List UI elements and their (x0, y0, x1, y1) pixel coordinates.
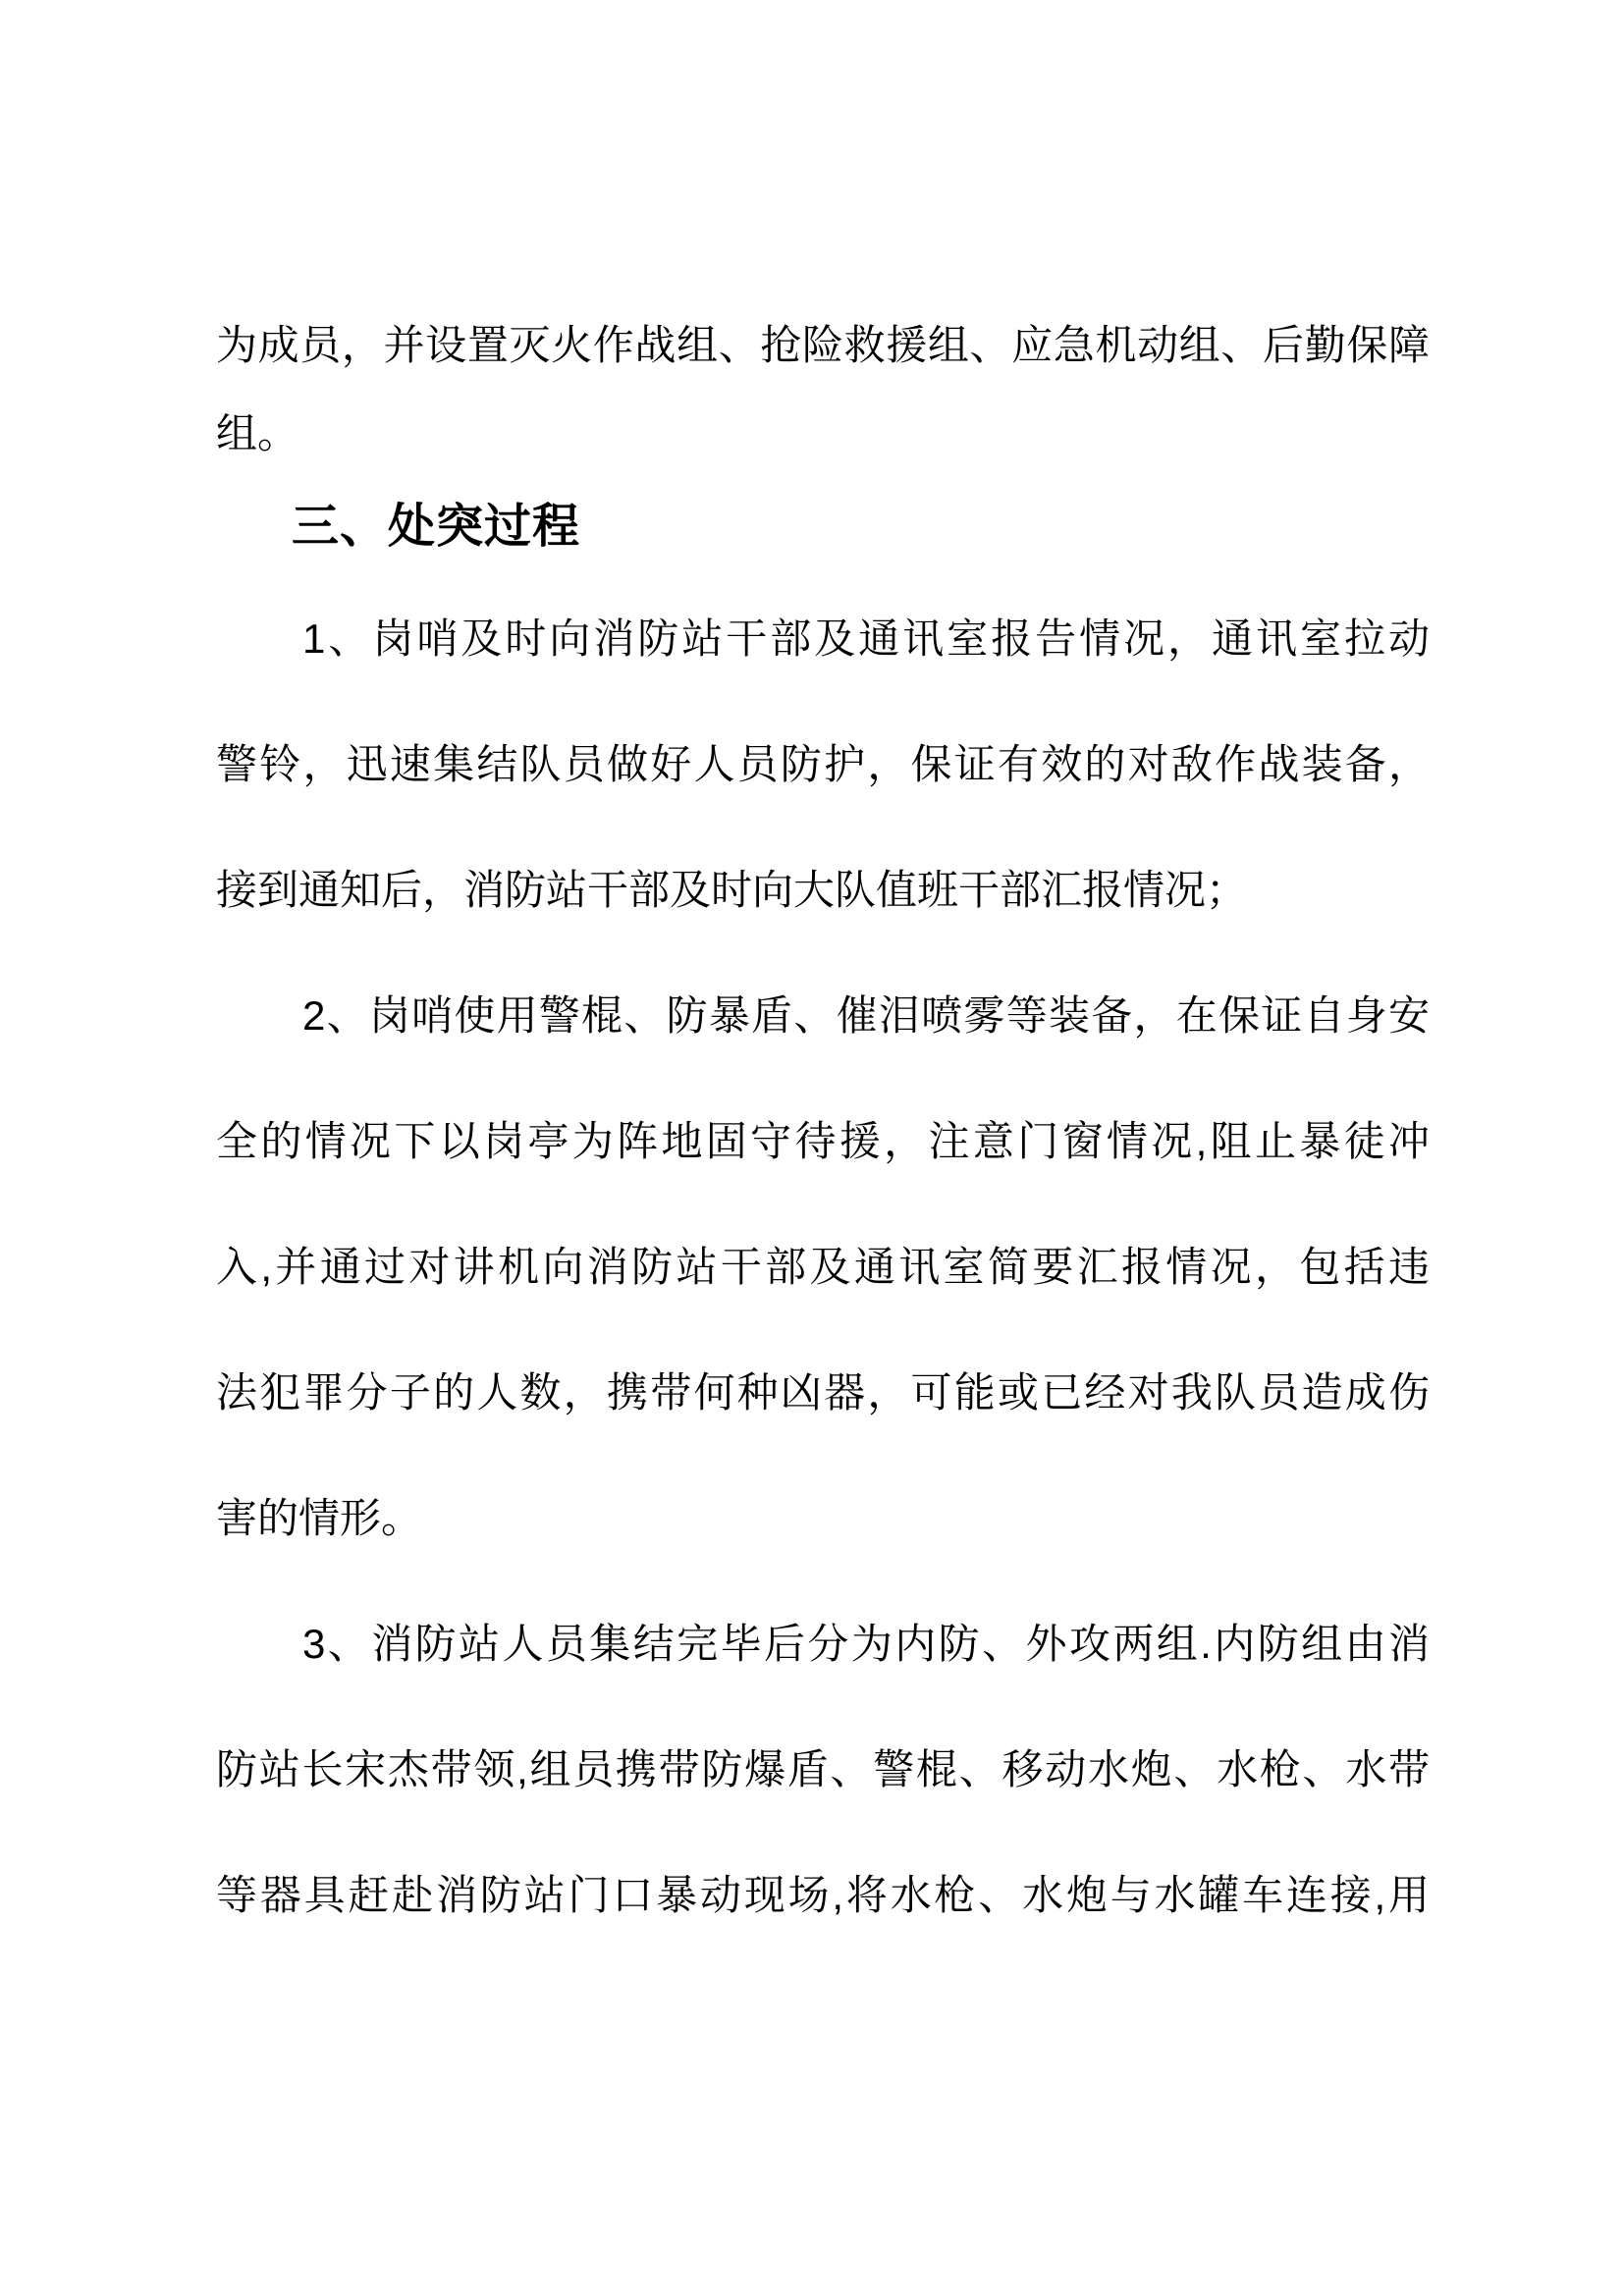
paragraph-2 (216, 953, 1430, 1581)
text-line: 2、岗哨使用警棍、防暴盾、催泪喷雾等装备，在保证自身安 (302, 992, 1430, 1039)
text-line: 接到通知后，消防站干部及时向大队值班干部汇报情况； (216, 867, 1248, 913)
text-line: 组。 (216, 410, 299, 456)
text-line: 3、消防站人员集结完毕后分为内防、外攻两组.内防组由消 (302, 1621, 1430, 1667)
text-line: 法犯罪分子的人数，携带何种凶器，可能或已经对我队员造成伤 (216, 1369, 1430, 1415)
text-line: 1、岗哨及时向消防站干部及通讯室报告情况，通讯室拉动 (302, 615, 1430, 662)
paragraph-continuation (216, 301, 1430, 478)
text-line: 警铃，迅速集结队员做好人员防护，保证有效的对敌作战装备， (216, 741, 1430, 787)
paragraph-3 (216, 1581, 1430, 1958)
text-line: 防站长宋杰带领,组员携带防爆盾、警棍、移动水炮、水枪、水带 (216, 1746, 1430, 1792)
text-line: 为成员，并设置灭火作战组、抢险救援组、应急机动组、后勤保障 (216, 322, 1430, 368)
paragraph-1 (216, 576, 1430, 953)
text-line: 等器具赶赴消防站门口暴动现场,将水枪、水炮与水罐车连接,用 (216, 1872, 1430, 1918)
text-line: 入,并通过对讲机向消防站干部及通讯室简要汇报情况，包括违 (216, 1244, 1430, 1290)
text-line: 全的情况下以岗亭为阵地固守待援，注意门窗情况,阻止暴徒冲 (216, 1118, 1430, 1164)
section-heading: 三、处突过程 (292, 501, 581, 553)
text-line: 害的情形。 (216, 1495, 423, 1541)
